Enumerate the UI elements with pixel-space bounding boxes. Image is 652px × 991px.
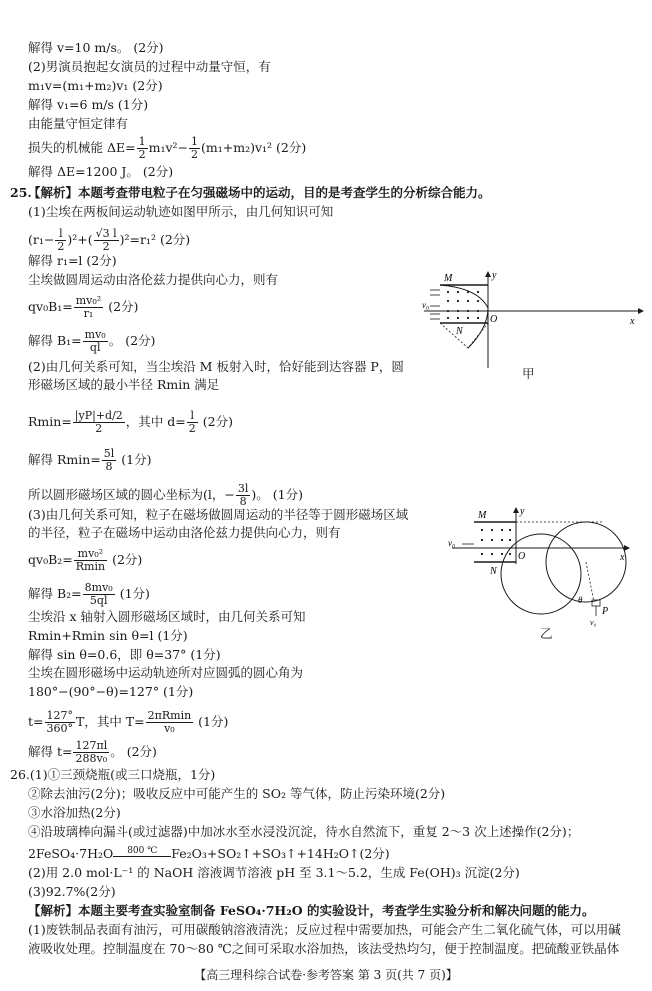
text-fragment: (1分) bbox=[198, 714, 229, 729]
y-axis-arrow-icon bbox=[485, 271, 491, 277]
text-fragment: qv₀B₂= bbox=[28, 552, 73, 567]
arrow-line bbox=[113, 856, 171, 857]
numerator: 127πl bbox=[75, 739, 108, 752]
text-fragment: (m₁+m₂)v₁² (2分) bbox=[201, 140, 307, 155]
reaction-equation bbox=[28, 846, 390, 861]
numerator: mv₀² bbox=[74, 548, 107, 561]
denominator: 2 bbox=[188, 422, 196, 435]
text-line: 解得 r₁=l (2分) bbox=[28, 253, 117, 268]
fraction bbox=[102, 448, 117, 473]
radius-line bbox=[586, 562, 594, 602]
text-line: (2)用 2.0 mol·L⁻¹ 的 NaOH 溶液调节溶液 pH 至 3.1～5.2，生成 Fe(OH)₃ 沉淀(2分) bbox=[28, 865, 520, 880]
solution-line bbox=[28, 740, 157, 765]
fraction bbox=[74, 295, 103, 320]
y-axis-arrow-icon bbox=[513, 507, 519, 513]
denominator: 2 bbox=[57, 240, 65, 253]
solution-line bbox=[28, 448, 152, 473]
text-line: 180°−(90°−θ)=127° (1分) bbox=[28, 684, 194, 699]
fraction bbox=[187, 410, 198, 435]
text-fragment: 解得 t= bbox=[28, 744, 73, 759]
text-line: (3)由几何关系可知，粒子在磁场做圆周运动的半径等于圆形磁场区域 bbox=[28, 507, 409, 522]
text-fragment: 解得 Rmin= bbox=[28, 452, 101, 467]
denominator: 2 bbox=[102, 240, 110, 253]
text-fragment: 。 (2分) bbox=[108, 333, 156, 348]
text-line: m₁v=(m₁+m₂)v₁ (2分) bbox=[28, 78, 163, 93]
numerator: mv₀² bbox=[75, 294, 102, 307]
text-line: 液吸收处理。控制温度在 70～80 ℃之间可采取水浴加热，该法受热均匀，便于控制温度。把硫酸亚铁晶体 bbox=[28, 941, 620, 956]
denominator: 2 bbox=[191, 148, 199, 161]
text-fragment: qv₀B₁= bbox=[28, 299, 73, 314]
fraction bbox=[94, 228, 119, 253]
text-line: (2)由几何关系可知，当尘埃沿 M 板射入时，恰好能到达容器 P，圆 bbox=[28, 359, 404, 374]
numerator: 8mv₀ bbox=[84, 581, 113, 594]
figure-2-diagram bbox=[444, 504, 644, 628]
text-line: 由能量守恒定律有 bbox=[28, 116, 129, 131]
numerator: 3l bbox=[237, 482, 249, 495]
text-fragment: 所以圆形磁场区域的圆心坐标为(l，− bbox=[28, 487, 235, 502]
denominator: 288v₀ bbox=[75, 752, 108, 765]
fraction bbox=[137, 136, 148, 161]
fraction bbox=[55, 228, 66, 253]
force-equation bbox=[28, 295, 138, 320]
text-line: 26.(1)①三颈烧瓶(或三口烧瓶，1分) bbox=[10, 767, 216, 782]
figure-1-caption: 甲 bbox=[522, 366, 535, 381]
numerator: 2πRmin bbox=[147, 709, 192, 722]
text-fragment: 解得 B₂= bbox=[28, 586, 82, 601]
text-line: 解得 v₁=6 m/s (1分) bbox=[28, 97, 149, 112]
text-line: 解得 sin θ=0.6，即 θ=37° (1分) bbox=[28, 647, 221, 662]
magnetic-field-dots bbox=[447, 291, 479, 319]
numerator: l bbox=[55, 228, 66, 241]
fraction bbox=[83, 582, 115, 607]
text-line: (1)尘埃在两板间运动轨迹如图甲所示，由几何知识可知 bbox=[28, 204, 334, 219]
text-fragment: )²+( bbox=[67, 232, 93, 247]
text-line: 尘埃做圆周运动由洛伦兹力提供向心力，则有 bbox=[28, 272, 279, 287]
fraction bbox=[189, 136, 200, 161]
denominator: 360° bbox=[46, 722, 73, 735]
text-line: 形磁场区域的最小半径 Rmin 满足 bbox=[28, 377, 220, 392]
denominator: 8 bbox=[239, 495, 247, 508]
energy-equation bbox=[28, 136, 306, 161]
label-x: x bbox=[620, 552, 625, 563]
text-line: 尘埃沿 x 轴射入圆形磁场区域时，由几何关系可知 bbox=[28, 609, 306, 624]
rmin-equation bbox=[28, 410, 233, 435]
fraction bbox=[73, 410, 125, 435]
numerator: 5l bbox=[103, 447, 115, 460]
reaction-condition: 800 ℃ bbox=[127, 846, 158, 856]
text-fragment: 。 (2分) bbox=[110, 744, 157, 759]
label-v0: v₀ bbox=[448, 538, 456, 548]
text-line: (3)92.7%(2分) bbox=[28, 884, 116, 899]
page-footer: 【高三理科综合试卷·参考答案 第 3 页(共 7 页)】 bbox=[194, 968, 458, 982]
label-m: M bbox=[444, 273, 453, 284]
numerator: √3 l bbox=[95, 227, 117, 240]
analysis-heading: 【解析】本题考查带电粒子在匀强磁场中的运动，目的是考查学生的分析综合能力。 bbox=[28, 185, 491, 200]
label-v0-exit: v₀ bbox=[590, 618, 597, 627]
x-axis-arrow-icon bbox=[638, 308, 644, 314]
geometry-equation bbox=[28, 228, 190, 253]
text-fragment: (1分) bbox=[119, 586, 150, 601]
text-fragment: (2分) bbox=[112, 552, 143, 567]
denominator: 8 bbox=[105, 460, 113, 473]
time-equation bbox=[28, 710, 228, 735]
analysis-heading: 【解析】本题主要考查实验室制备 FeSO₄·7H₂O 的实验设计，考查学生实验分析和解决问题的能力。 bbox=[28, 903, 595, 918]
text-fragment: m₁v²− bbox=[148, 140, 189, 155]
magnetic-field-circle bbox=[501, 534, 581, 614]
denominator: r₁ bbox=[83, 307, 94, 320]
text-line: 解得 ΔE=1200 J。 (2分) bbox=[28, 164, 174, 179]
text-line: Rmin+Rmin sin θ=l (1分) bbox=[28, 628, 188, 643]
text-fragment: ，其中 d= bbox=[125, 414, 186, 429]
text-fragment: 损失的机械能 ΔE= bbox=[28, 140, 136, 155]
text-fragment: (r₁− bbox=[28, 232, 55, 247]
label-y: y bbox=[520, 506, 525, 517]
denominator: 5ql bbox=[89, 594, 108, 607]
construction-lines bbox=[440, 323, 488, 348]
label-o: O bbox=[490, 314, 498, 325]
text-fragment: 解得 B₁= bbox=[28, 333, 82, 348]
text-line: 尘埃在圆形磁场中运动轨迹所对应圆弧的圆心角为 bbox=[28, 665, 304, 680]
magnetic-field-dots bbox=[481, 529, 511, 555]
text-fragment: )²=r₁² (2分) bbox=[119, 232, 191, 247]
label-o: O bbox=[518, 551, 526, 562]
numerator: l bbox=[187, 410, 198, 423]
text-fragment: (2分) bbox=[202, 414, 233, 429]
question-number: 25. bbox=[10, 185, 32, 200]
velocity-arrows bbox=[430, 290, 440, 319]
label-y: y bbox=[492, 270, 497, 281]
x-axis-arrow-icon bbox=[624, 545, 630, 551]
text-fragment: 2FeSO₄·7H₂O bbox=[28, 846, 114, 861]
fraction bbox=[236, 483, 251, 508]
text-fragment: T，其中 T= bbox=[76, 714, 145, 729]
solution-line bbox=[28, 483, 303, 508]
text-line: 的半径，粒子在磁场中运动由洛伦兹力提供向心力，则有 bbox=[28, 525, 341, 540]
numerator: 1 bbox=[191, 135, 199, 148]
text-line: ④沿玻璃棒向漏斗(或过滤器)中加冰水至水浸没沉淀，待水自然流下，重复 2～3 次上述操作(2分)； bbox=[28, 824, 580, 839]
reaction-arrow bbox=[113, 846, 171, 857]
text-line: ③水浴加热(2分) bbox=[28, 805, 121, 820]
figure-2-caption: 乙 bbox=[540, 626, 553, 641]
denominator: v₀ bbox=[164, 722, 175, 735]
numerator: 127° bbox=[46, 709, 73, 722]
fraction bbox=[146, 710, 194, 735]
numerator: |yP|+d/2 bbox=[74, 409, 123, 422]
force-equation bbox=[28, 548, 142, 573]
text-fragment: (1分) bbox=[121, 452, 152, 467]
label-p: P bbox=[602, 606, 609, 617]
denominator: 2 bbox=[138, 148, 146, 161]
label-n: N bbox=[490, 566, 497, 577]
fraction bbox=[83, 329, 108, 354]
denominator: 2 bbox=[95, 422, 103, 435]
denominator: Rmin bbox=[75, 560, 106, 573]
label-x: x bbox=[630, 316, 635, 327]
text-fragment: (2分) bbox=[108, 299, 139, 314]
numerator: 1 bbox=[138, 135, 146, 148]
fraction bbox=[45, 710, 76, 735]
trajectory-arc bbox=[440, 285, 488, 348]
text-fragment: Rmin= bbox=[28, 414, 72, 429]
text-fragment: )。 (1分) bbox=[251, 487, 303, 502]
solution-line bbox=[28, 582, 150, 607]
text-line: ②除去油污(2分)；吸收反应中可能产生的 SO₂ 等气体，防止污染环境(2分) bbox=[28, 786, 446, 801]
solution-line bbox=[28, 329, 155, 354]
fraction bbox=[74, 548, 107, 573]
label-v0: v₀ bbox=[422, 300, 430, 310]
label-n: N bbox=[456, 326, 463, 337]
text-line: 解得 v=10 m/s。 (2分) bbox=[28, 40, 164, 55]
label-theta: θ bbox=[578, 595, 583, 605]
denominator: ql bbox=[89, 341, 101, 354]
text-line: (1)废铁制品表面有油污，可用碳酸钠溶液清洗；反应过程中需要加热，可能会产生二氧化硫气体，可以用碱 bbox=[28, 922, 621, 937]
figure-1-diagram bbox=[418, 268, 644, 378]
numerator: mv₀ bbox=[84, 328, 106, 341]
text-fragment: Fe₂O₃+SO₂↑+SO₃↑+14H₂O↑(2分) bbox=[171, 846, 390, 861]
label-m: M bbox=[478, 510, 487, 521]
text-line: (2)男演员抱起女演员的过程中动量守恒，有 bbox=[28, 59, 271, 74]
fraction bbox=[73, 740, 109, 765]
text-fragment: t= bbox=[28, 714, 44, 729]
